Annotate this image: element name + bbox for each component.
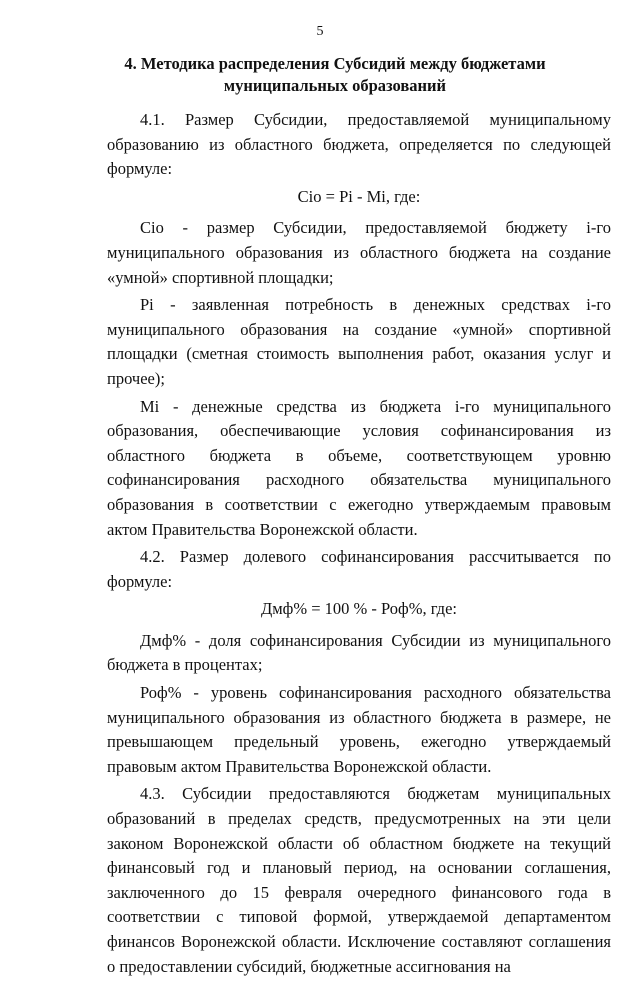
paragraph-cio-definition: Сio - размер Субсидии, предоставляемой бюджету i-го муниципального образования из областного бюджета на создание «умной» спортивной площадки;: [107, 218, 611, 287]
formula-subsidy: Сio = Pi - Mi, где:: [297, 186, 421, 206]
paragraph-mi-definition: Mi - денежные средства из бюджета i-го муниципального образования, обеспечивающие условия софинансирования из областного бюджета в объеме, соответствующем уровню софинансирования расходного обязательства муниципального образования в соответствии с ежегодно утверждаемым правовым актом Правительства Воронежской области.: [107, 396, 611, 539]
paragraph-rof-definition: Роф% - уровень софинансирования расходного обязательства муниципального образования из областного бюджета в размере, не превышающем предельный уровень, ежегодно утверждаемый правовым актом Правительства Воронежской области.: [107, 683, 611, 776]
section-heading: 4. Методика распределения Субсидий между бюджетами муниципальных образований: [124, 54, 546, 95]
paragraph-4-1: 4.1. Размер Субсидии, предоставляемой муниципальному образованию из областного бюджета, определяется по следующей формуле:: [107, 110, 611, 179]
document-body: [107, 108, 611, 982]
formula-cofinancing: Дмф% = 100 % - Роф%, где:: [260, 599, 457, 619]
paragraph-dmf-definition: Дмф% - доля софинансирования Субсидии из муниципального бюджета в процентах;: [107, 630, 611, 675]
paragraph-4-3: 4.3. Субсидии предоставляются бюджетам муниципальных образований в пределах средств, предусмотренных на эти цели законом Воронежской области об областном бюджете на текущий финансовый год и плановый период, на основании соглашения, заключенного до 15 февраля очередного финансового года в соответствии с типовой формой, утверждаемой департаментом финансов Воронежской области. Исключение составляют соглашения о предоставлении субсидий, бюджетные ассигнования на: [107, 784, 611, 976]
paragraph-4-2: 4.2. Размер долевого софинансирования рассчитывается по формуле:: [107, 547, 611, 591]
page-number: 5: [316, 24, 324, 39]
paragraph-pi-definition: Pi - заявленная потребность в денежных средствах i-го муниципального образования на создание «умной» спортивной площадки (сметная стоимость выполнения работ, оказания услуг и прочее);: [107, 295, 611, 388]
